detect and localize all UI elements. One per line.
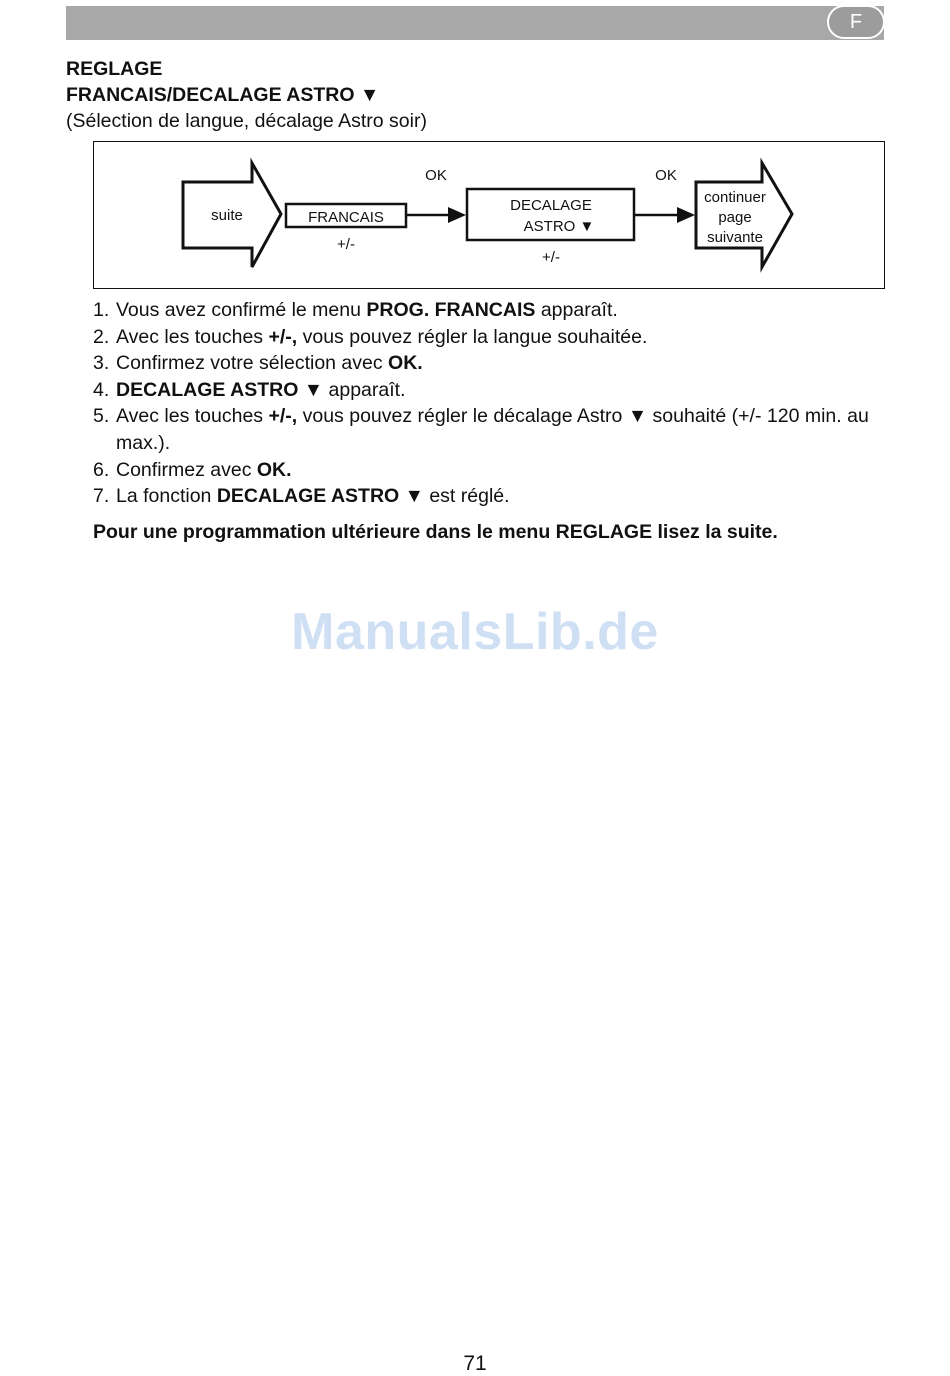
section-subtitle: FRANCAIS/DECALAGE ASTRO ▼ <box>66 84 380 106</box>
step-number: 3. <box>93 352 110 375</box>
step-number: 2. <box>93 325 110 348</box>
decalage-label: DECALAGE <box>510 197 592 214</box>
step-number: 5. <box>93 405 110 428</box>
step-text-bold: +/-, <box>268 405 298 428</box>
ok-label-2: OK <box>655 167 677 184</box>
header-bar <box>66 6 884 40</box>
section-description: (Sélection de langue, décalage Astro soir) <box>66 110 427 132</box>
step-text: est réglé. <box>423 485 510 508</box>
instruction-step <box>93 350 893 377</box>
step-text-bold: PROG. FRANCAIS <box>366 299 536 321</box>
section-title: REGLAGE <box>66 58 163 80</box>
instruction-step <box>93 324 893 351</box>
step-text: Confirmez avec <box>116 458 257 481</box>
astro-label: ASTRO ▼ <box>523 218 595 235</box>
step-number: 7. <box>93 485 110 508</box>
step-text: vous pouvez régler le décalage Astro ▼ souhaité (+/- 120 min. au max.). <box>116 405 869 454</box>
step-text: vous pouvez régler la langue souhaitée. <box>297 325 648 348</box>
step-text-bold: DECALAGE ASTRO ▼ <box>116 378 324 401</box>
step-text-bold: OK. <box>256 458 292 481</box>
step-text: Vous avez confirmé le menu <box>116 299 367 321</box>
step-text: apparaît. <box>535 299 618 321</box>
start-label: suite <box>211 207 243 224</box>
ok-arrow-2-head <box>677 207 695 223</box>
end-label-line-2: page <box>718 209 752 226</box>
final-note: Pour une programmation ultérieure dans le menu REGLAGE lisez la suite. <box>93 521 778 543</box>
step-number: 1. <box>93 299 110 321</box>
step-text: Confirmez votre sélection avec <box>116 352 389 375</box>
ok-arrow-1-head <box>448 207 466 223</box>
step-text: apparaît. <box>323 378 406 401</box>
ok-label-1: OK <box>425 167 447 184</box>
flow-diagram <box>93 141 885 289</box>
instruction-step <box>93 377 893 404</box>
instruction-step <box>93 483 893 510</box>
francais-adjust-label: +/- <box>337 236 355 253</box>
step-number: 6. <box>93 458 110 481</box>
instruction-steps <box>93 297 893 510</box>
watermark: ManualsLib.de <box>291 603 659 661</box>
step-text: Avec les touches <box>116 325 269 348</box>
instruction-step <box>93 457 893 484</box>
instruction-step <box>93 297 893 324</box>
step-text: Avec les touches <box>116 405 269 428</box>
francais-label: FRANCAIS <box>308 209 384 226</box>
end-label-line-1: continuer <box>704 189 766 206</box>
step-text-bold: DECALAGE ASTRO ▼ <box>216 485 424 508</box>
instruction-step <box>93 403 893 456</box>
step-text-bold: OK. <box>388 352 423 375</box>
end-label-line-3: suivante <box>707 229 763 246</box>
step-number: 4. <box>93 378 110 401</box>
decalage-adjust-label: +/- <box>542 249 560 266</box>
language-tab: F <box>827 5 885 39</box>
page-number: 71 <box>463 1352 487 1375</box>
step-text: La fonction <box>116 485 217 508</box>
step-text-bold: +/-, <box>268 325 298 348</box>
